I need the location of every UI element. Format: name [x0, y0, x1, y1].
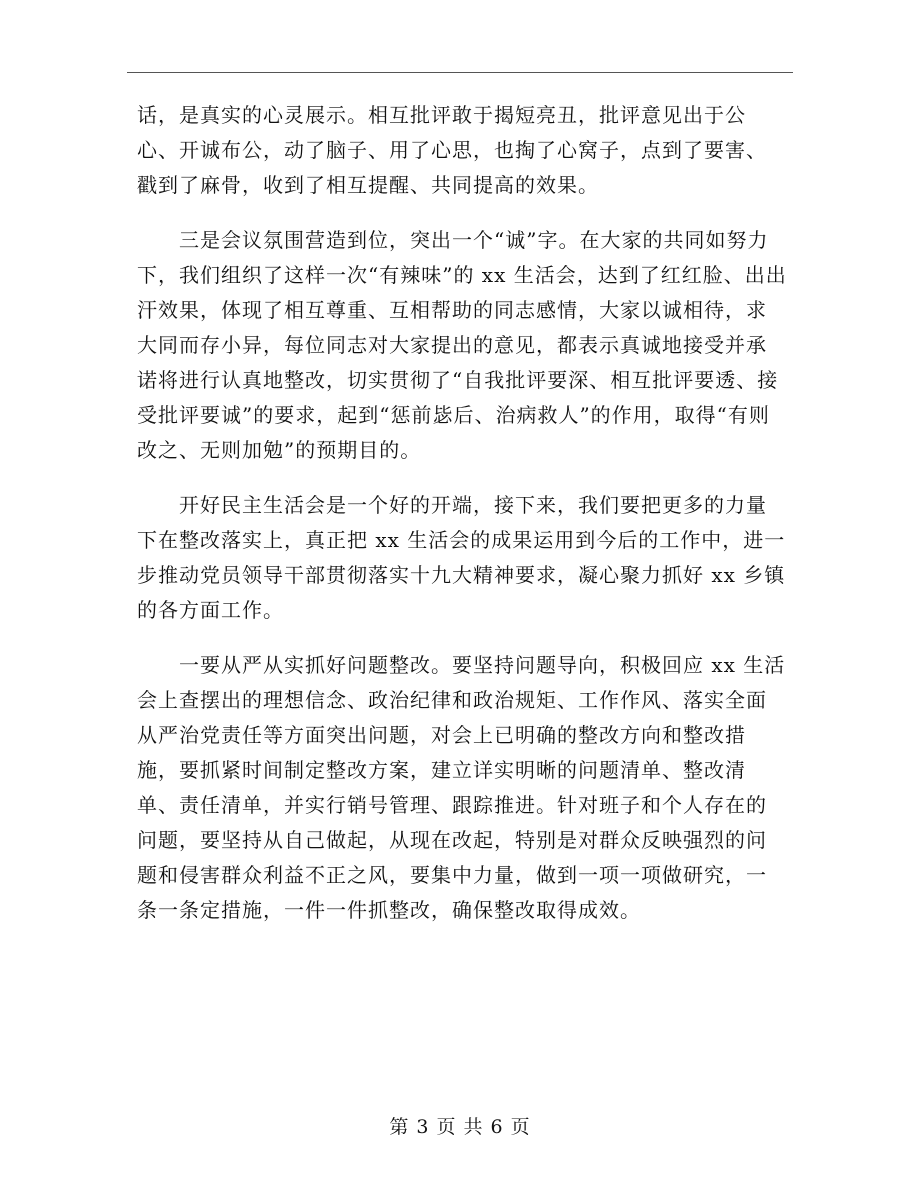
paragraph-1: 话，是真实的心灵展示。相互批评敢于揭短亮丑，批评意见出于公心、开诚布公，动了脑子、用了心思，也掏了心窝子，点到了要害、戳到了麻骨，收到了相互提醒、共同提高的效果。: [137, 103, 767, 197]
paragraph-3: 开好民主生活会是一个好的开端，接下来，我们要把更多的力量下在整改落实上，真正把 xx 生活会的成果运用到今后的工作中，进一步推动党员领导干部贯彻落实十九大精神要求，凝心聚力抓好 xx 乡镇的各方面工作。: [137, 493, 786, 622]
header-rule: [127, 72, 793, 73]
paragraph-2: 三是会议氛围营造到位，突出一个“诚”字。在大家的共同如努力下，我们组织了这样一次“有辣味”的 xx 生活会，达到了红红脸、出出汗效果，体现了相互尊重、互相帮助的同志感情，大家以诚相待，求大同而存小异，每位同志对大家提出的意见，都表示真诚地接受并承诺将进行认真地整改，切实贯彻了“自我批评要深、相互批评要透、接受批评要诚”的要求，起到“惩前毖后、治病救人”的作用，取得“有则改之、无则加勉”的预期目的。: [137, 228, 787, 462]
paragraph-4: 一要从严从实抓好问题整改。要坚持问题导向，积极回应 xx 生活会上查摆出的理想信念、政治纪律和政治规矩、工作作风、落实全面从严治党责任等方面突出问题，对会上已明确的整改方向和整改措施，要抓紧时间制定整改方案，建立详实明晰的问题清单、整改清单、责任清单，并实行销号管理、跟踪推进。针对班子和个人存在的问题，要坚持从自己做起，从现在改起，特别是对群众反映强烈的问题和侵害群众利益不正之风，要集中力量，做到一项一项做研究，一条一条定措施，一件一件抓整改，确保整改取得成效。: [137, 653, 786, 922]
page-number-footer: 第 3 页 共 6 页: [389, 1116, 531, 1138]
document-body: [137, 98, 787, 928]
